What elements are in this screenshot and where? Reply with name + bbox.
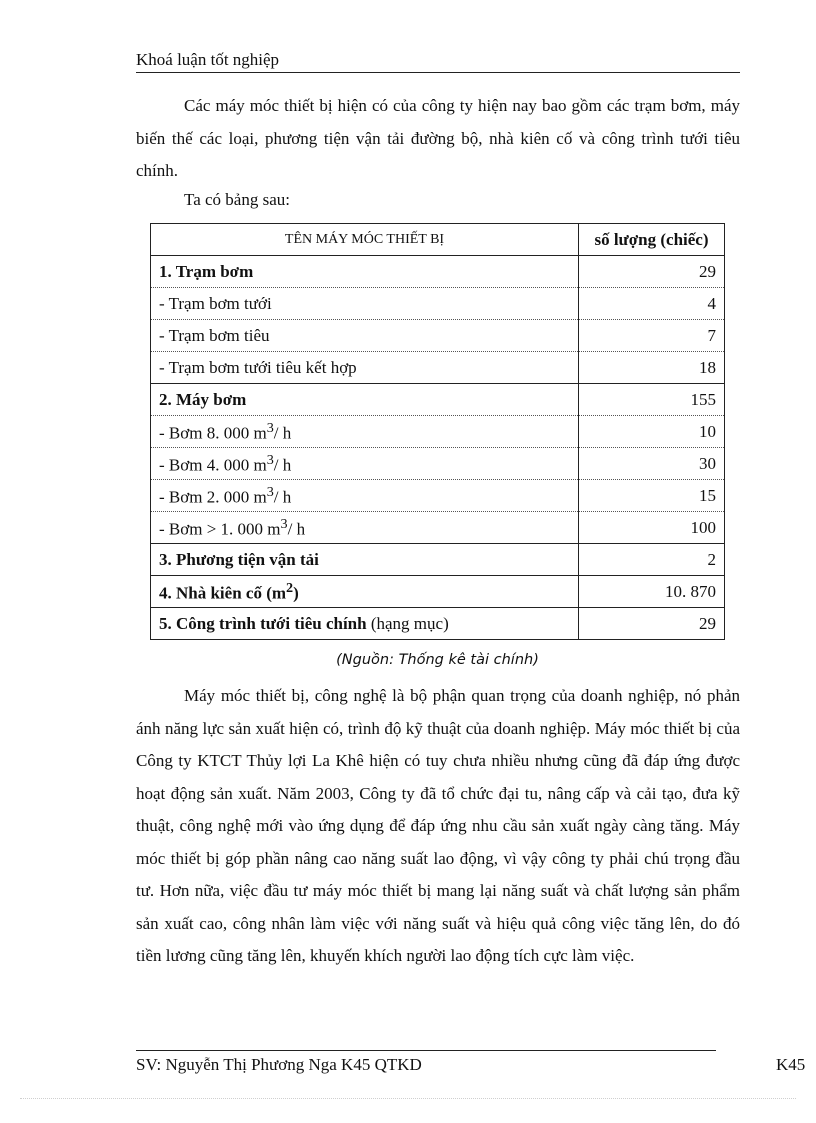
- table-row: [151, 384, 725, 416]
- superscript: 3: [266, 419, 274, 436]
- table-row: [151, 256, 725, 288]
- row-name: [151, 608, 579, 640]
- row-name: - Trạm bơm tưới tiêu kết hợp: [151, 352, 579, 384]
- superscript: 2: [286, 579, 294, 596]
- row-qty: 10. 870: [579, 576, 725, 608]
- table-header-row: [151, 224, 725, 256]
- row-qty: 2: [579, 544, 725, 576]
- row-name-tail: / h: [273, 487, 292, 507]
- row-qty: 10: [579, 416, 725, 448]
- row-name: 1. Trạm bơm: [151, 256, 579, 288]
- header-quantity: số lượng (chiếc): [579, 224, 725, 256]
- row-qty: 30: [579, 448, 725, 480]
- row-name-text: - Bơm 4. 000 m: [159, 455, 267, 475]
- row-qty: 29: [579, 256, 725, 288]
- row-name: [151, 416, 579, 448]
- header-equipment-name: TÊN MÁY MÓC THIẾT BỊ: [151, 224, 579, 256]
- row-name-text: 4. Nhà kiên cố (m: [159, 583, 287, 603]
- row-name-text: - Bơm 8. 000 m: [159, 423, 267, 443]
- row-qty: 4: [579, 288, 725, 320]
- page-header: Khoá luận tốt nghiệp: [136, 50, 740, 73]
- row-name-tail: ): [293, 583, 299, 603]
- row-name-text: 5. Công trình tưới tiêu chính: [159, 613, 367, 633]
- paragraph-equipment-overview: Các máy móc thiết bị hiện có của công ty hiện nay bao gồm các trạm bơm, máy biến thế các loại, phương tiện vận tải đường bộ, nhà kiên cố và công trình tưới tiêu chính.: [136, 96, 740, 180]
- table-row: [151, 448, 725, 480]
- row-name: [151, 480, 579, 512]
- row-qty: 7: [579, 320, 725, 352]
- row-name: 2. Máy bơm: [151, 384, 579, 416]
- footer-divider: [136, 1050, 716, 1051]
- superscript: 3: [266, 483, 274, 500]
- row-qty: 29: [579, 608, 725, 640]
- row-name-suffix: (hạng mục): [366, 613, 449, 633]
- table-row: [151, 576, 725, 608]
- equipment-table: [150, 223, 725, 640]
- table-source: (Nguồn: Thống kê tài chính): [336, 652, 539, 668]
- row-qty: 155: [579, 384, 725, 416]
- footer-author: SV: Nguyễn Thị Phương Nga K45 QTKD: [136, 1055, 422, 1074]
- table-row: [151, 512, 725, 544]
- row-name: - Trạm bơm tưới: [151, 288, 579, 320]
- row-qty: 18: [579, 352, 725, 384]
- row-name-text: - Bơm > 1. 000 m: [159, 519, 281, 539]
- row-name: [151, 448, 579, 480]
- table-row: [151, 352, 725, 384]
- footer-class: K45: [776, 1055, 806, 1074]
- table-row: [151, 416, 725, 448]
- row-name-tail: / h: [273, 423, 292, 443]
- row-name-tail: / h: [273, 455, 292, 475]
- table-intro: Ta có bảng sau:: [184, 190, 290, 209]
- row-name: - Trạm bơm tiêu: [151, 320, 579, 352]
- page-bottom-border: [20, 1098, 796, 1099]
- table-row: [151, 320, 725, 352]
- row-name: [151, 576, 579, 608]
- row-name: [151, 512, 579, 544]
- table-row: [151, 544, 725, 576]
- paragraph-equipment-importance: Máy móc thiết bị, công nghệ là bộ phận quan trọng của doanh nghiệp, nó phản ánh năng lực sản xuất hiện có, trình độ kỹ thuật của doanh nghiệp. Máy móc thiết bị của Công ty KTCT Thủy lợi La Khê hiện có tuy chưa nhiều nhưng cũng đã đáp ứng được hoạt động sản xuất. Năm 2003, Công ty đã tổ chức đại tu, nâng cấp và cải tạo, đưa kỹ thuật, công nghệ mới vào ứng dụng để đáp ứng nhu cầu sản xuất ngày càng tăng. Máy móc thiết bị góp phần nâng cao năng suất lao động, vì vậy công ty phải chú trọng đầu tư. Hơn nữa, việc đầu tư máy móc thiết bị mang lại năng suất và chất lượng sản phẩm sản xuất cao, công nhân làm việc với năng suất và hiệu quả công việc tăng lên, do đó tiền lương cũng tăng lên, khuyến khích người lao động tích cực làm việc.: [136, 686, 740, 965]
- row-name-tail: / h: [287, 519, 306, 539]
- row-qty: 15: [579, 480, 725, 512]
- table-row: [151, 480, 725, 512]
- table-row: [151, 608, 725, 640]
- row-name-text: - Bơm 2. 000 m: [159, 487, 267, 507]
- row-qty: 100: [579, 512, 725, 544]
- superscript: 3: [266, 451, 274, 468]
- table-row: [151, 288, 725, 320]
- superscript: 3: [280, 515, 288, 532]
- row-name: 3. Phương tiện vận tải: [151, 544, 579, 576]
